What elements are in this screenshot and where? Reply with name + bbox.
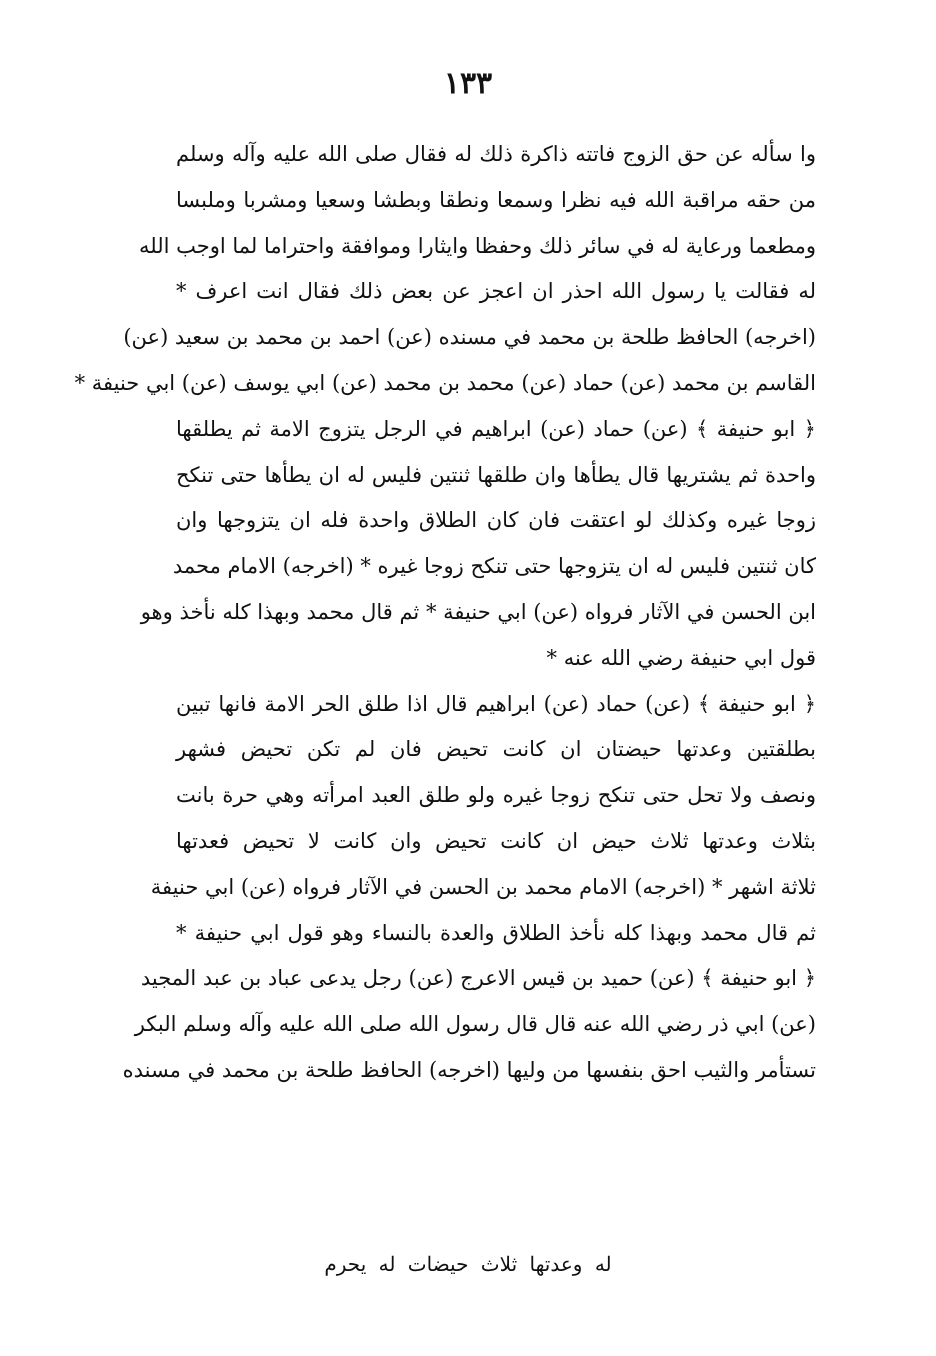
text-line: بطلقتين وعدتها حيضتان ان كانت تحيض فان لم تكن تحيض فشهر (176, 737, 817, 762)
text-line: (اخرجه) الحافظ طلحة بن محمد في مسنده (عن) احمد بن محمد بن سعيد (عن) (123, 325, 816, 350)
text-line: ثلاثة اشهر * (اخرجه) الامام محمد بن الحسن في الآثار فرواه (عن) ابي حنيفة (150, 874, 816, 899)
footnote: له وعدتها ثلاث حيضات له يحرم (324, 1252, 612, 1276)
text-line: ومطعما ورعاية له في سائر ذلك وحفظا وايثارا وموافقة واحتراما لما اوجب الله (139, 233, 816, 258)
page-number: ١٣٣ (443, 66, 493, 101)
text-line: قول ابي حنيفة رضي الله عنه * (546, 645, 816, 670)
text-line: تستأمر والثيب احق بنفسها من وليها (اخرجه) الحافظ طلحة بن محمد في مسنده (122, 1057, 816, 1082)
text-line: ونصف ولا تحل حتى تنكح زوجا غيره ولو طلق العبد امرأته وهي حرة بانت (176, 783, 816, 808)
text-line: بثلاث وعدتها ثلاث حيض ان كانت تحيض وان كانت لا تحيض فعدتها (176, 828, 816, 853)
text-line: واحدة ثم يشتريها قال يطأها وان طلقها ثنتين فليس له ان يطأها حتى تنكح (176, 462, 816, 487)
text-line: ﴿ ابو حنيفة ﴾ (عن) حميد بن قيس الاعرج (عن) رجل يدعى عباد بن عبد المجيد (140, 966, 816, 991)
text-line: كان ثنتين فليس له ان يتزوجها حتى تنكح زوجا غيره * (اخرجه) الامام محمد (172, 554, 816, 579)
body-text (74, 132, 817, 1094)
text-line: (عن) ابي ذر رضي الله عنه قال قال رسول الله صلى الله عليه وآله وسلم البكر (134, 1012, 816, 1037)
text-line: القاسم بن محمد (عن) حماد (عن) محمد بن محمد (عن) ابي يوسف (عن) ابي حنيفة * (74, 370, 816, 395)
text-line: ابن الحسن في الآثار فرواه (عن) ابي حنيفة * ثم قال محمد وبهذا كله نأخذ وهو (140, 599, 816, 624)
text-line: زوجا غيره وكذلك لو اعتقت فان كان الطلاق واحدة فله ان يتزوجها وان (176, 508, 816, 533)
text-line: ثم قال محمد وبهذا كله نأخذ الطلاق والعدة بالنساء وهو قول ابي حنيفة * (176, 920, 816, 945)
text-line: وا سأله عن حق الزوج فاتته ذاكرة ذلك له فقال صلى الله عليه وآله وسلم (176, 142, 816, 166)
text-line: ﴿ ابو حنيفة ﴾ (عن) حماد (عن) ابراهيم قال اذا طلق الحر الامة فانها تبين (176, 691, 816, 716)
text-line: من حقه مراقبة الله فيه نظرا وسمعا ونطقا وبطشا وسعيا ومشربا وملبسا (176, 187, 816, 212)
text-line: له فقالت يا رسول الله احذر ان اعجز عن بعض ذلك فقال انت اعرف * (176, 279, 816, 304)
text-line: ﴿ ابو حنيفة ﴾ (عن) حماد (عن) ابراهيم في الرجل يتزوج الامة ثم يطلقها (176, 416, 816, 441)
